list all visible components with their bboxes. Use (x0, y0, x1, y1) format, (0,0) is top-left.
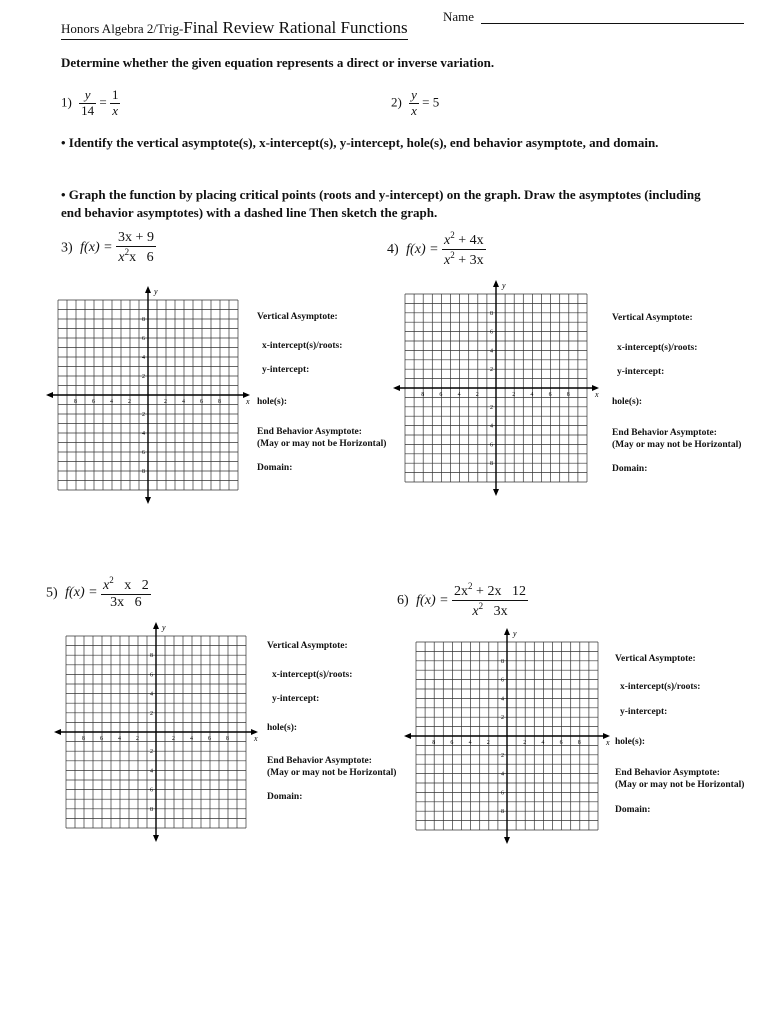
label-y-intercept: y-intercept: (617, 367, 665, 377)
instruction-graph: • Graph the function by placing critical points (roots and y-intercept) on the graph. Draw the asymptotes (including end behavior asymptotes) with a dashed line Then sketch the graph. (61, 187, 701, 221)
label-holes: hole(s): (612, 397, 643, 407)
instruction-variation: Determine whether the given equation represents a direct or inverse variation. (61, 55, 495, 70)
label-end-behavior-note: (May or may not be Horizontal) (612, 440, 742, 450)
y-tick-label: 8 (142, 317, 145, 323)
label-vertical-asymptote: Vertical Asymptote: (615, 654, 696, 664)
x-tick-label: 2 (475, 392, 479, 398)
x-tick-label: 2 (136, 736, 139, 742)
label-vertical-asymptote: Vertical Asymptote: (257, 312, 338, 322)
y-tick-label: 6 (150, 672, 153, 679)
y-tick-label: 6 (490, 442, 493, 449)
x-axis-label: x (606, 738, 610, 747)
label-domain: Domain: (257, 463, 293, 473)
y-axis-arrow-up (504, 628, 510, 635)
instruction-identify: • Identify the vertical asymptote(s), x-intercept(s), y-intercept, hole(s), end behavior asymptote, and domain. (61, 135, 659, 150)
x-tick-label: 4 (541, 740, 545, 746)
x-axis-label: x (595, 390, 599, 399)
x-tick-label: 8 (566, 392, 570, 398)
x-tick-label: 6 (548, 392, 552, 398)
label-x-intercepts: x-intercept(s)/roots: (620, 682, 701, 692)
x-tick-label: 6 (559, 740, 563, 746)
label-end-behavior: End Behavior Asymptote: (612, 428, 717, 438)
problem-6-equation: 6) f(x) = $\frac{2x^2 + 2x 12}{x^2 3x}$ (397, 581, 526, 620)
x-tick-label: 4 (468, 740, 472, 746)
label-domain: Domain: (612, 464, 648, 474)
x-tick-label: 6 (200, 399, 203, 405)
y-tick-label: 8 (150, 653, 153, 660)
y-tick-label: 8 (490, 310, 493, 317)
x-tick-label: 2 (486, 740, 490, 746)
y-tick-label: 4 (490, 348, 493, 355)
y-tick-label: 6 (490, 329, 493, 336)
y-tick-label: 2 (490, 404, 493, 411)
y-tick-label: 4 (490, 423, 493, 430)
y-tick-label: 6 (150, 787, 153, 794)
worksheet-title: Final Review Rational Functions (183, 18, 408, 37)
y-tick-label: 2 (142, 374, 145, 380)
x-tick-label: 6 (100, 736, 103, 742)
y-tick-label: 8 (501, 658, 504, 665)
y-tick-label: 2 (490, 367, 493, 374)
label-vertical-asymptote: Vertical Asymptote: (267, 641, 348, 651)
y-tick-label: 8 (142, 469, 145, 475)
y-tick-label: 8 (150, 806, 153, 813)
label-end-behavior: End Behavior Asymptote: (615, 768, 720, 778)
x-tick-label: 8 (218, 399, 221, 405)
label-x-intercepts: x-intercept(s)/roots: (617, 343, 698, 353)
label-end-behavior-note: (May or may not be Horizontal) (615, 780, 745, 790)
y-tick-label: 8 (501, 809, 504, 816)
label-x-intercepts: x-intercept(s)/roots: (272, 670, 353, 680)
x-tick-label: 8 (82, 736, 85, 742)
y-tick-label: 2 (501, 752, 504, 759)
x-tick-label: 6 (450, 740, 454, 746)
label-y-intercept: y-intercept: (620, 707, 668, 717)
x-tick-label: 4 (118, 736, 121, 742)
label-holes: hole(s): (257, 397, 288, 407)
label-end-behavior-note: (May or may not be Horizontal) (267, 768, 397, 778)
label-vertical-asymptote: Vertical Asymptote: (612, 313, 693, 323)
x-tick-label: 2 (164, 399, 167, 405)
x-tick-label: 8 (577, 740, 581, 746)
problem-4-equation: 4) f(x) = $\frac{x^2 + 4x}{x^2 + 3x}$ (387, 230, 484, 269)
label-y-intercept: y-intercept: (262, 365, 310, 375)
x-tick-label: 2 (523, 740, 527, 746)
course-name: Honors Algebra 2/Trig- (61, 21, 184, 36)
x-tick-label: 6 (92, 399, 95, 405)
y-tick-label: 4 (501, 771, 504, 778)
x-tick-label: 8 (226, 736, 229, 742)
y-tick-label: 4 (150, 691, 153, 698)
problem-1: 1) $\frac{y}{14}$ = $\frac{1}{x}$ (61, 87, 119, 118)
x-tick-label: 4 (182, 399, 185, 405)
label-y-intercept: y-intercept: (272, 694, 320, 704)
y-axis-arrow-down (504, 837, 510, 844)
x-tick-label: 2 (172, 736, 175, 742)
label-end-behavior-note: (May or may not be Horizontal) (257, 439, 387, 449)
x-axis-label: x (254, 734, 258, 743)
y-tick-label: 6 (501, 677, 504, 684)
x-tick-label: 2 (512, 392, 516, 398)
y-tick-label: 2 (501, 715, 504, 722)
x-tick-label: 8 (421, 392, 425, 398)
problem-3-equation: 3) f(x) = $\frac{3x + 9}{x^2x 6}$ (61, 230, 154, 266)
y-tick-label: 2 (150, 710, 153, 717)
label-end-behavior: End Behavior Asymptote: (257, 427, 362, 437)
x-tick-label: 4 (190, 736, 193, 742)
y-tick-label: 6 (501, 790, 504, 797)
problem-2: 2) $\frac{y}{x}$ = 5 (391, 87, 440, 118)
x-tick-label: 4 (110, 399, 113, 405)
y-tick-label: 4 (142, 431, 145, 437)
label-holes: hole(s): (615, 737, 646, 747)
y-tick-label: 4 (142, 355, 145, 361)
x-tick-label: 4 (457, 392, 461, 398)
x-axis-label: x (246, 397, 250, 406)
y-axis-label: y (154, 287, 158, 296)
x-tick-label: 2 (128, 399, 131, 405)
y-tick-label: 6 (142, 450, 145, 456)
y-tick-label: 2 (142, 412, 145, 418)
label-end-behavior: End Behavior Asymptote: (267, 756, 372, 766)
y-axis-label: y (513, 629, 517, 638)
x-tick-label: 6 (439, 392, 443, 398)
label-x-intercepts: x-intercept(s)/roots: (262, 341, 343, 351)
label-domain: Domain: (615, 805, 651, 815)
y-tick-label: 2 (150, 749, 153, 756)
name-label: Name (443, 9, 475, 24)
label-domain: Domain: (267, 792, 303, 802)
x-tick-label: 4 (530, 392, 534, 398)
y-axis-label: y (502, 281, 506, 290)
y-tick-label: 6 (142, 336, 145, 342)
problem-5-equation: 5) f(x) = $\frac{x^2 x 2}{3x 6}$ (46, 575, 149, 611)
y-tick-label: 4 (150, 768, 153, 775)
y-tick-label: 4 (501, 696, 504, 703)
x-axis-arrow-left (404, 733, 411, 739)
y-axis-label: y (162, 623, 166, 632)
x-tick-label: 8 (432, 740, 436, 746)
x-tick-label: 6 (208, 736, 211, 742)
x-tick-label: 8 (74, 399, 77, 405)
label-holes: hole(s): (267, 723, 298, 733)
y-tick-label: 8 (490, 461, 493, 468)
